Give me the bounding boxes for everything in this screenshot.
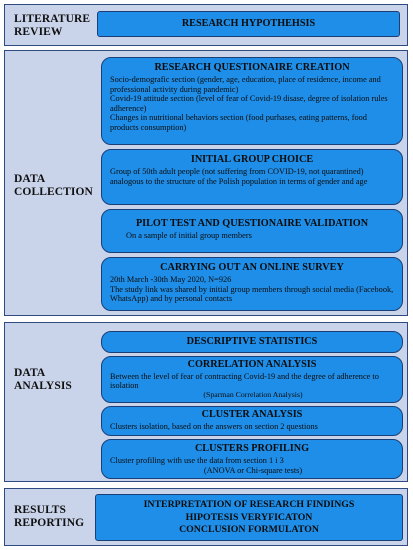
research-hypothesis-title: RESEARCH HYPOTHEHSIS	[181, 18, 316, 29]
clusters-profiling-line: Cluster profiling with use the data from section 1 i 3	[110, 456, 284, 465]
clusters-profiling-title: CLUSTERS PROFILING	[194, 443, 310, 454]
descriptive-statistics-title: DESCRIPTIVE STATISTICS	[186, 336, 318, 347]
questionnaire-creation-title: RESEARCH QUESTIONAIRE CREATION	[154, 62, 350, 73]
results-line: INTERPRETATION OF RESEARCH FINDINGS	[143, 499, 355, 510]
pilot-test-box	[101, 209, 403, 253]
correlation-analysis-box	[101, 356, 403, 403]
correlation-line: Between the level of fear of contracting Covid-19 and the degree of adherence to isolation	[110, 372, 379, 390]
questionnaire-creation-box	[101, 57, 403, 145]
online-survey-line: The study link was shared by initial group members through social media (Facebook, WhatsApp) and by personal contacts	[110, 284, 394, 304]
initial-group-title: INITIAL GROUP CHOICE	[190, 154, 314, 165]
initial-group-line: Group of 50th adult people (not suffering from COVID-19, not quarantined) analogous to the structure of the Polish population in terms of gender and age	[110, 167, 368, 186]
correlation-analysis-title: CORRELATION ANALYSIS	[187, 359, 317, 370]
clusters-profiling-box	[101, 439, 403, 479]
results-reporting-section	[4, 488, 408, 546]
literature-review-section	[4, 4, 408, 46]
results-line: CONCLUSION FORMULATON	[179, 524, 319, 535]
clusters-profiling-method: (ANOVA or Chi-square tests)	[203, 465, 303, 475]
cluster-analysis-title: CLUSTER ANALYSIS	[201, 409, 303, 420]
descriptive-statistics-box	[101, 331, 403, 353]
literature-review-label: LITERATURE REVIEW	[14, 13, 91, 38]
data-collection-section	[4, 50, 408, 316]
online-survey-title: CARRYING OUT AN ONLINE SURVEY	[160, 262, 344, 273]
pilot-test-title: PILOT TEST AND QUESTIONAIRE VALIDATION	[135, 218, 369, 229]
results-reporting-label: RESULTS REPORTING	[14, 504, 85, 529]
online-survey-line: 20th March -30th May 2020, N=926	[110, 275, 232, 284]
pilot-test-line: On a sample of initial group members	[126, 231, 252, 240]
online-survey-box	[101, 257, 403, 311]
questionnaire-line: Covid-19 attitude section (level of fear of Covid-19 disase, degree of isolation rules adherence)	[110, 94, 388, 113]
cluster-analysis-box	[101, 406, 403, 436]
questionnaire-line: Changes in nutritional behaviors section (food purhases, eating patterns, food products consumption)	[110, 113, 367, 132]
research-hypothesis-box	[97, 11, 400, 37]
data-collection-label: DATA COLLECTION	[14, 173, 93, 198]
correlation-method: (Sparman Correlation Analysis)	[203, 390, 303, 399]
results-box	[95, 494, 403, 541]
questionnaire-line: Socio-demografic section (gender, age, education, place of residence, income and professional activity during pandemic)	[110, 75, 381, 94]
data-analysis-section	[4, 322, 408, 482]
cluster-analysis-line: Clusters isolation, based on the answers on section 2 questions	[110, 422, 318, 431]
results-line: HIPOTESIS VERYFICATON	[185, 511, 313, 523]
data-analysis-label: DATA ANALYSIS	[14, 367, 72, 392]
initial-group-box	[101, 149, 403, 205]
